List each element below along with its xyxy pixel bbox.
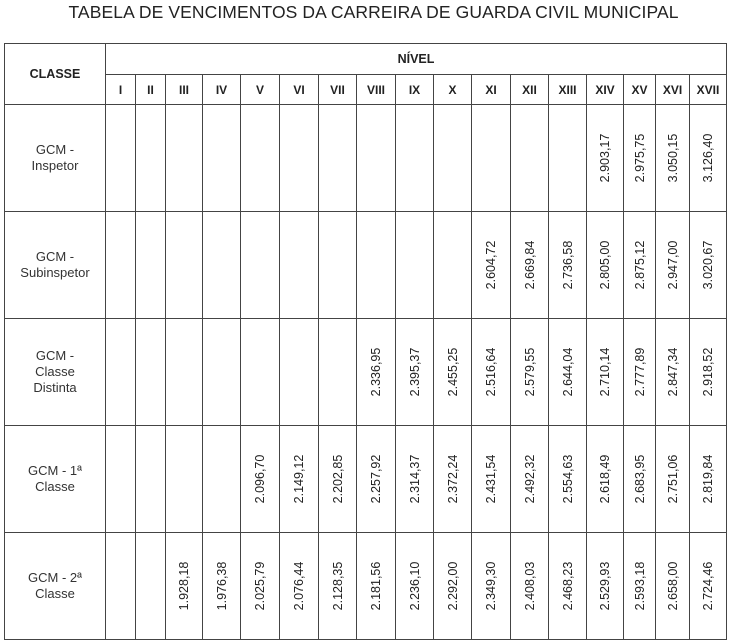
salary-value: 2.751,06: [665, 454, 680, 504]
salary-value: 2.128,35: [330, 561, 345, 611]
value-cell: [396, 319, 434, 426]
value-cell: [136, 105, 166, 212]
salary-value: 2.777,89: [632, 347, 647, 397]
value-cell: [357, 533, 396, 640]
value-cell: [434, 426, 472, 533]
value-cell: [549, 426, 587, 533]
class-name-line: GCM - 2ª: [28, 570, 82, 585]
table-row: [5, 533, 727, 640]
value-cell: [241, 426, 280, 533]
salary-value: 3.126,40: [701, 133, 715, 183]
class-name-line: Distinta: [33, 380, 77, 395]
value-cell: [690, 319, 727, 426]
salary-value: 2.372,24: [445, 454, 460, 504]
value-cell: [357, 105, 396, 212]
class-name-cell: [5, 426, 106, 533]
value-cell: [587, 105, 624, 212]
value-cell: [549, 212, 587, 319]
value-cell: [357, 426, 396, 533]
value-cell: [203, 319, 241, 426]
value-cell: [136, 212, 166, 319]
salary-value: 1.976,38: [214, 561, 229, 611]
value-cell: [587, 533, 624, 640]
value-cell: [396, 426, 434, 533]
value-cell: [396, 212, 434, 319]
value-cell: [106, 533, 136, 640]
class-name-line: GCM -: [35, 348, 75, 363]
level-header: VI: [280, 75, 319, 105]
value-cell: [656, 105, 690, 212]
value-cell: [656, 426, 690, 533]
salary-value: 2.336,95: [369, 347, 383, 397]
salary-value: 2.618,49: [598, 454, 612, 504]
salary-value: 2.257,92: [369, 454, 383, 504]
salary-value: 2.292,00: [445, 561, 460, 611]
class-name-line: GCM - 1ª: [28, 463, 82, 478]
value-cell: [106, 212, 136, 319]
value-cell: [203, 426, 241, 533]
value-cell: [106, 105, 136, 212]
value-cell: [241, 212, 280, 319]
value-cell: [690, 426, 727, 533]
level-header: XVII: [690, 75, 727, 105]
value-cell: [319, 212, 357, 319]
salary-value: 2.644,04: [560, 347, 575, 397]
salary-value: 2.736,58: [560, 240, 575, 290]
salary-value: 2.819,84: [701, 454, 715, 504]
table-row: [5, 212, 727, 319]
value-cell: [472, 212, 511, 319]
value-cell: [434, 533, 472, 640]
level-header: II: [136, 75, 166, 105]
class-name-line: Classe: [35, 479, 75, 494]
value-cell: [434, 212, 472, 319]
value-cell: [280, 212, 319, 319]
level-header: V: [241, 75, 280, 105]
value-cell: [319, 533, 357, 640]
class-name-cell: [5, 212, 106, 319]
level-header: XIV: [587, 75, 624, 105]
value-cell: [587, 426, 624, 533]
value-cell: [587, 319, 624, 426]
value-cell: [203, 105, 241, 212]
value-cell: [549, 319, 587, 426]
class-name-line: Inspetor: [31, 158, 79, 173]
value-cell: [166, 319, 203, 426]
value-cell: [166, 105, 203, 212]
salary-value: 2.669,84: [522, 240, 537, 290]
value-cell: [166, 533, 203, 640]
class-name-cell: [5, 319, 106, 426]
salary-value: 2.947,00: [665, 240, 680, 290]
value-cell: [203, 212, 241, 319]
value-cell: [319, 426, 357, 533]
salary-value: 2.408,03: [522, 561, 537, 611]
value-cell: [472, 319, 511, 426]
level-header: I: [106, 75, 136, 105]
value-cell: [357, 319, 396, 426]
salary-value: 2.593,18: [632, 561, 647, 611]
value-cell: [280, 319, 319, 426]
level-header: XVI: [656, 75, 690, 105]
class-name-line: GCM -: [35, 142, 75, 157]
salary-value: 3.050,15: [665, 133, 680, 183]
value-cell: [280, 533, 319, 640]
salary-value: 2.516,64: [484, 347, 498, 397]
level-header: VIII: [357, 75, 396, 105]
level-header: XI: [472, 75, 511, 105]
salary-value: 2.975,75: [632, 133, 647, 183]
value-cell: [472, 533, 511, 640]
value-cell: [549, 105, 587, 212]
value-cell: [203, 533, 241, 640]
level-header-row: [5, 75, 727, 105]
value-cell: [357, 212, 396, 319]
salary-value: 2.554,63: [560, 454, 575, 504]
value-cell: [624, 533, 656, 640]
value-cell: [434, 105, 472, 212]
value-cell: [511, 426, 549, 533]
value-cell: [511, 105, 549, 212]
salary-value: 2.455,25: [445, 347, 460, 397]
salary-value: 2.903,17: [598, 133, 612, 183]
value-cell: [656, 319, 690, 426]
value-cell: [280, 105, 319, 212]
value-cell: [166, 212, 203, 319]
salary-value: 2.604,72: [484, 240, 498, 290]
value-cell: [136, 319, 166, 426]
class-name-cell: [5, 533, 106, 640]
class-name-line: Classe: [35, 364, 75, 379]
table-row: [5, 426, 727, 533]
level-header: XV: [624, 75, 656, 105]
value-cell: [656, 212, 690, 319]
salary-value: 2.529,93: [598, 561, 612, 611]
salary-value: 2.076,44: [292, 561, 306, 611]
salary-value: 2.875,12: [632, 240, 647, 290]
level-header: III: [166, 75, 203, 105]
value-cell: [624, 105, 656, 212]
value-cell: [319, 105, 357, 212]
value-cell: [280, 426, 319, 533]
value-cell: [136, 426, 166, 533]
salary-table: [4, 43, 727, 640]
value-cell: [549, 533, 587, 640]
salary-value: 2.149,12: [292, 454, 306, 504]
salary-value: 2.181,56: [369, 561, 383, 611]
salary-value: 2.202,85: [330, 454, 345, 504]
value-cell: [624, 319, 656, 426]
header-nivel: NÍVEL: [106, 44, 727, 75]
value-cell: [319, 319, 357, 426]
salary-value: 2.492,32: [522, 454, 537, 504]
salary-value: 2.710,14: [598, 347, 612, 397]
salary-value: 2.683,95: [632, 454, 647, 504]
value-cell: [587, 212, 624, 319]
value-cell: [511, 212, 549, 319]
class-name-line: Classe: [35, 586, 75, 601]
value-cell: [106, 426, 136, 533]
value-cell: [396, 105, 434, 212]
class-name-cell: [5, 105, 106, 212]
level-header: IX: [396, 75, 434, 105]
salary-value: 3.020,67: [701, 240, 715, 290]
salary-value: 2.025,79: [253, 561, 267, 611]
level-header: XIII: [549, 75, 587, 105]
document-title: TABELA DE VENCIMENTOS DA CARREIRA DE GUARDA CIVIL MUNICIPAL: [68, 2, 679, 22]
value-cell: [690, 533, 727, 640]
salary-value: 2.918,52: [701, 347, 715, 397]
value-cell: [166, 426, 203, 533]
salary-value: 2.395,37: [407, 347, 422, 397]
level-header: VII: [319, 75, 357, 105]
value-cell: [434, 319, 472, 426]
salary-value: 2.314,37: [407, 454, 422, 504]
value-cell: [511, 319, 549, 426]
value-cell: [656, 533, 690, 640]
class-name-line: Subinspetor: [20, 265, 90, 280]
salary-value: 2.805,00: [598, 240, 612, 290]
value-cell: [690, 105, 727, 212]
value-cell: [511, 533, 549, 640]
level-header: X: [434, 75, 472, 105]
level-header: IV: [203, 75, 241, 105]
value-cell: [241, 105, 280, 212]
value-cell: [472, 426, 511, 533]
level-header: XII: [511, 75, 549, 105]
salary-value: 2.579,55: [522, 347, 537, 397]
value-cell: [690, 212, 727, 319]
salary-value: 2.236,10: [407, 561, 422, 611]
salary-value: 2.096,70: [253, 454, 267, 504]
value-cell: [241, 319, 280, 426]
table-row: [5, 319, 727, 426]
value-cell: [136, 533, 166, 640]
value-cell: [106, 319, 136, 426]
salary-value: 2.658,00: [665, 561, 680, 611]
value-cell: [396, 533, 434, 640]
salary-value: 2.847,34: [665, 347, 680, 397]
salary-value: 2.431,54: [484, 454, 498, 504]
value-cell: [472, 105, 511, 212]
class-name-line: GCM -: [35, 249, 75, 264]
salary-value: 2.468,23: [560, 561, 575, 611]
salary-value: 2.349,30: [484, 561, 498, 611]
salary-value: 1.928,18: [177, 561, 191, 611]
table-row: [5, 105, 727, 212]
value-cell: [624, 212, 656, 319]
salary-value: 2.724,46: [701, 561, 715, 611]
header-classe: CLASSE: [5, 44, 106, 105]
value-cell: [624, 426, 656, 533]
value-cell: [241, 533, 280, 640]
